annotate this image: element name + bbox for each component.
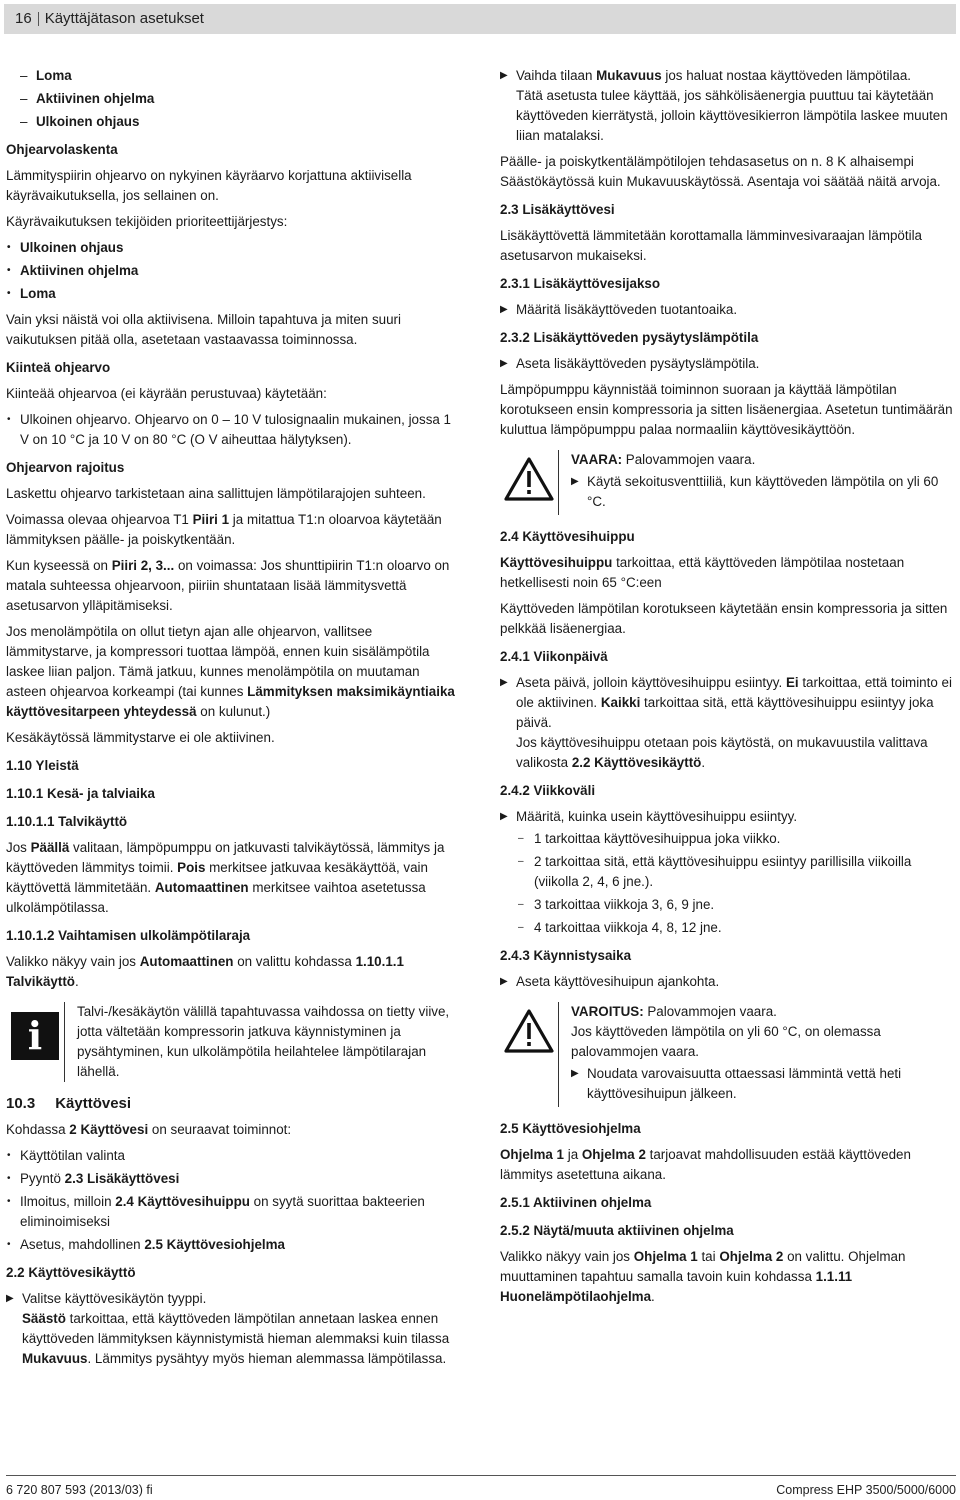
step-item: ▶ Valitse käyttövesikäytön tyyppi. Säästö tarkoittaa, että käyttöveden lämpötilan annetaan laskea ennen käyttöveden lämmityksen käynnistymistä hieman alemmaksi kuin tilassa Mukavuus. Lämmitys pysähtyy myös hieman alemmassa lämpötilassa. [6,1289,462,1369]
step-item: ▶ Noudata varovaisuutta ottaessasi lämmintä vettä heti käyttövesihuipun jälkeen. [571,1064,956,1104]
heading-2-3: 2.3 Lisäkäyttövesi [500,202,615,217]
step-list [500,972,956,992]
step-item: ▶ Määritä lisäkäyttöveden tuotantoaika. [500,300,956,320]
step-list [500,807,956,938]
page-number: 16 [15,10,32,27]
step-item: ▶ Vaihda tilaan Mukavuus jos haluat nostaa käyttöveden lämpötilaa. Tätä asetusta tulee käyttää, jos sähkölisäenergia puuttuu tai käytetään käyttöveden kierrätystä, jolloin käyttövesikierron lämpötila laskee muuten liian matalaksi. [500,66,956,146]
heading-ohjearvon-rajoitus: Ohjearvon rajoitus [6,460,125,475]
step-item: ▶ Määritä, kuinka usein käyttövesihuippu esiintyy. – 1 tarkoittaa käyttövesihuippua joka viikko. – 2 tarkoittaa sitä, että käyttövesihuippu esiintyy parillisilla viikoilla (viikolla 2, 4, 6 jne.). – 3 tarkoittaa viikkoja 3, 6, 9 jne. – 4 tarkoittaa viikkoja 4, 8, 12 jne. [500,807,956,938]
heading-2-2: 2.2 Käyttövesikäyttö [6,1265,136,1280]
heading-ohjearvolaskenta: Ohjearvolaskenta [6,142,118,157]
paragraph: Ohjelma 1 ja Ohjelma 2 tarjoavat mahdollisuuden estää käyttöveden lämmitys asetettuna aikana. [500,1147,911,1182]
danger-note [500,450,956,515]
step-list [6,1289,462,1369]
heading-2-5-2: 2.5.2 Näytä/muuta aktiivinen ohjelma [500,1223,734,1238]
heading-1-10-1-2: 1.10.1.2 Vaihtamisen ulkolämpötilaraja [6,928,251,943]
list-item: – Loma [6,66,462,86]
heading-kiintea-ohjearvo: Kiinteä ohjearvo [6,360,111,375]
list-item: • Pyyntö 2.3 Lisäkäyttövesi [6,1169,462,1189]
list-item: • Ulkoinen ohjearvo. Ohjearvo on 0 – 10 V tulosignaalin mukainen, jossa 1 V on 10 °C ja 10 V on 80 °C (O V aiheuttaa hälytyksen). [6,410,462,450]
paragraph: Kiinteää ohjearvoa (ei käyrään perustuvaa) käytetään: [6,386,327,401]
paragraph: Lisäkäyttövettä lämmitetään korottamalla lämminvesivaraajan lämpötila asetusarvon mukaiseksi. [500,228,922,263]
paragraph: Kun kyseessä on Piiri 2, 3... on voimassa: Jos shunttipiirin T1:n oloarvo on matala suhteessa ohjearvoon, piiriin shuntataan lisää lämmitysvettä asetusarvon ylläpitämiseksi. [6,558,450,613]
list-item: – 1 tarkoittaa käyttövesihuippua joka viikko. [516,829,956,849]
list-item: – Aktiivinen ohjelma [6,89,462,109]
paragraph: Käyttövesihuippu tarkoittaa, että käyttöveden lämpötilaa nostetaan hetkellisesti noin 65 °C:een [500,555,905,590]
paragraph: Käyrävaikutuksen tekijöiden prioriteettijärjestys: [6,214,288,229]
document-number: 6 720 807 593 (2013/03) fi [6,1483,153,1497]
kiintea-list [6,410,462,450]
heading-1-10: 1.10 Yleistä [6,758,79,773]
kayttovesi-function-list [6,1146,462,1255]
interval-list [516,829,956,938]
list-item: – 2 tarkoittaa sitä, että käyttövesihuippu esiintyy parillisilla viikoilla (viikolla 2, 4, 6 jne.). [516,852,956,892]
info-note-text: Talvi-/kesäkäytön välillä tapahtuvassa vaihdossa on tietty viive, jotta vältetään kompressorin jatkuva käynnistyminen ja pysähtyminen, kun ulkolämpötila heilahtelee lämpötilarajan lähellä. [64,1002,462,1082]
step-list [500,673,956,773]
heading-2-4-1: 2.4.1 Viikonpäivä [500,649,608,664]
heading-2-5-1: 2.5.1 Aktiivinen ohjelma [500,1195,652,1210]
product-name: Compress EHP 3500/5000/6000 [776,1483,956,1497]
page-footer [6,1478,956,1496]
heading-2-4-2: 2.4.2 Viikkoväli [500,783,596,798]
info-note [6,1002,462,1082]
heading-10-3: 10.3 Käyttövesi [6,1095,132,1112]
heading-2-4: 2.4 Käyttövesihuippu [500,529,635,544]
paragraph: Laskettu ohjearvo tarkistetaan aina sallittujen lämpötilarajojen suhteen. [6,486,426,501]
list-item: – 3 tarkoittaa viikkoja 3, 6, 9 jne. [516,895,956,915]
paragraph: Kohdassa 2 Käyttövesi on seuraavat toiminnot: [6,1122,292,1137]
warning-note [500,1002,956,1107]
left-column [6,66,462,1375]
right-column [500,66,956,1313]
heading-1-10-1: 1.10.1 Kesä- ja talviaika [6,786,155,801]
step-item: ▶ Aseta käyttövesihuipun ajankohta. [500,972,956,992]
paragraph: Vain yksi näistä voi olla aktiivisena. Milloin tapahtuva ja miten suuri vaikutuksen pitää olla, asetetaan vastaavassa toiminnossa. [6,312,401,347]
paragraph: Lämmityspiirin ohjearvo on nykyinen käyräarvo korjattuna aktiivisella käyrävaikutuksella, jos sellainen on. [6,168,412,203]
step-item: ▶ Aseta lisäkäyttöveden pysäytyslämpötila. [500,354,956,374]
step-list [500,300,956,320]
heading-1-10-1-1: 1.10.1.1 Talvikäyttö [6,814,128,829]
danger-note-text: VAARA: Palovammojen vaara. ▶ Käytä sekoitusventtiiliä, kun käyttöveden lämpötila on yli 60 °C. [558,450,956,515]
warning-triangle-icon [503,1008,555,1054]
heading-2-4-3: 2.4.3 Käynnistysaika [500,948,632,963]
heading-2-3-1: 2.3.1 Lisäkäyttövesijakso [500,276,661,291]
step-list [500,66,956,146]
page-header [4,4,956,34]
list-item: • Loma [6,284,462,304]
paragraph: Lämpöpumppu käynnistää toiminnon suoraan ja käyttää lämpötilan korotukseen ensin kompressoria ja sitten lisäenergiaa. Asetetun tuntimäärän kuluttua lämpöpumppu palaa normaaliin käyttövesikäyttöön. [500,382,953,437]
step-item: ▶ Käytä sekoitusventtiiliä, kun käyttöveden lämpötila on yli 60 °C. [571,472,956,512]
list-item: • Käyttötilan valinta [6,1146,462,1166]
top-dash-list [6,66,462,132]
list-item: – 4 tarkoittaa viikkoja 4, 8, 12 jne. [516,918,956,938]
paragraph: Voimassa olevaa ohjearvoa T1 Piiri 1 ja mitattua T1:n oloarvoa käytetään lämmityksen päälle- ja poiskytkentään. [6,512,442,547]
list-item: – Ulkoinen ohjaus [6,112,462,132]
heading-2-5: 2.5 Käyttövesiohjelma [500,1121,641,1136]
step-list [500,354,956,374]
list-item: • Ilmoitus, milloin 2.4 Käyttövesihuippu on syytä suorittaa bakteerien eliminoimiseksi [6,1192,462,1232]
warning-note-text: VAROITUS: Palovammojen vaara. Jos käyttöveden lämpötila on yli 60 °C, on olemassa palovammojen vaara. ▶ Noudata varovaisuutta ottaessasi lämmintä vettä heti käyttövesihuipun jälkeen. [558,1002,956,1107]
list-item: • Ulkoinen ohjaus [6,238,462,258]
paragraph: Käyttöveden lämpötilan korotukseen käytetään ensin kompressoria ja sitten pelkkää lisäenergiaa. [500,601,948,636]
paragraph: Jos Päällä valitaan, lämpöpumppu on jatkuvasti talvikäytössä, lämmitys ja käyttöveden lämmitys toimii. Pois merkitsee jatkuvaa kesäkäyttöä, vain käyttövettä lämmitetään. Automaattinen merkitsee vaihtoa asetetussa ulkolämpötilassa. [6,840,445,915]
warning-triangle-icon [503,456,555,502]
paragraph: Päälle- ja poiskytkentälämpötilojen tehdasasetus on n. 8 K alhaisempi Säästökäytössä kuin Mukavuuskäytössä. Asentaja voi säätää näitä arvoja. [500,154,941,189]
step-item: ▶ Aseta päivä, jolloin käyttövesihuippu esiintyy. Ei tarkoittaa, että toiminto ei ole aktiivinen. Kaikki tarkoittaa sitä, että käyttövesihuippu esiintyy joka päivä. Jos käyttövesihuippu otetaan pois käytöstä, on mukavuustila valittava valikosta 2.2 Käyttövesikäyttö. [500,673,956,773]
list-item: • Aktiivinen ohjelma [6,261,462,281]
paragraph: Kesäkäytössä lämmitystarve ei ole aktiivinen. [6,730,275,745]
footer-rule [6,1475,956,1476]
paragraph: Valikko näkyy vain jos Automaattinen on valittu kohdassa 1.10.1.1 Talvikäyttö. [6,954,404,989]
paragraph: Valikko näkyy vain jos Ohjelma 1 tai Ohjelma 2 on valittu. Ohjelman muuttaminen tapahtuu samalla tavoin kuin kohdassa 1.1.11 Huonelämpötilaohjelma. [500,1249,906,1304]
list-item: • Asetus, mahdollinen 2.5 Käyttövesiohjelma [6,1235,462,1255]
header-separator [38,12,39,26]
section-title: Käyttäjätason asetukset [44,10,204,27]
info-icon: i [11,1012,59,1060]
priority-list [6,238,462,304]
heading-2-3-2: 2.3.2 Lisäkäyttöveden pysäytyslämpötila [500,330,759,345]
paragraph: Jos menolämpötila on ollut tietyn ajan alle ohjearvon, vallitsee lämmitystarve, ja kompressori tuottaa lämpöä, ennen kuin sisälämpötila laskee liian paljon. Tämä jatkuu, kunnes menolämpötila on muutaman asteen ohjearvoa korkeampi (tai kunnes Lämmityksen maksimikäyntiaika käyttövesitarpeen yhteydessä on kulunut.) [6,624,455,719]
